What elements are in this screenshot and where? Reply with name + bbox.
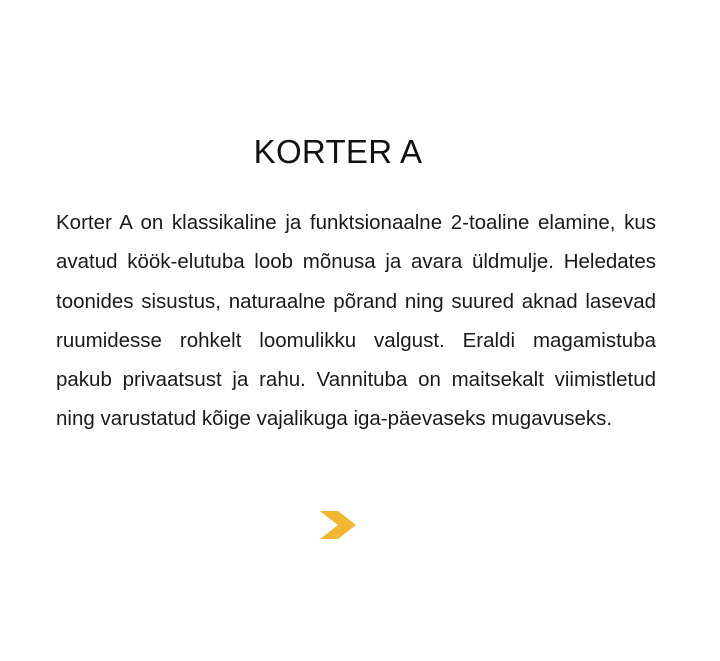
chevron-right-icon — [318, 509, 358, 541]
next-button[interactable] — [318, 509, 358, 541]
apartment-description: Korter A on klassikaline ja funktsionaalne 2-toaline elamine, kus avatud köök-elutuba loob mõnusa ja avara üldmulje. Heledates toonides sisustus, naturaalne põrand ning suured aknad lasevad ruumidesse rohkelt loomulikku valgust. Eraldi magamistuba pakub privaatsust ja rahu. Vannituba on maitsekalt viimistletud ning varustatud kõige vajalikuga iga-päevaseks mugavuseks. — [56, 211, 656, 431]
page-title: KORTER A — [253, 133, 423, 170]
